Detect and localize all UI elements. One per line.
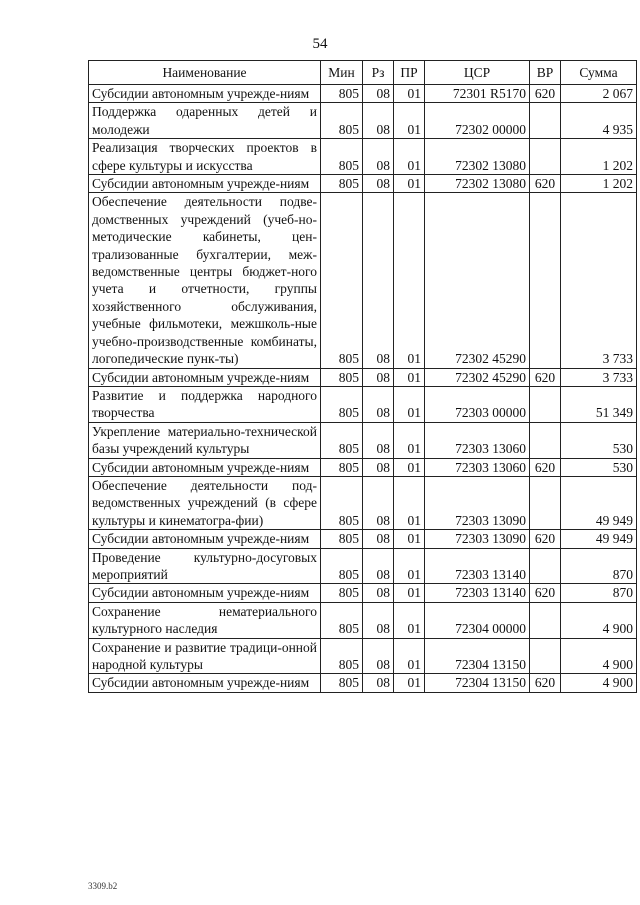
cell-csr: 72301 R5170 — [425, 85, 530, 103]
cell-csr: 72302 13080 — [425, 175, 530, 193]
cell-sum: 4 935 — [561, 103, 637, 139]
cell-min: 805 — [321, 175, 363, 193]
table-body — [89, 85, 637, 693]
cell-rz: 08 — [363, 368, 394, 386]
budget-table — [88, 60, 637, 693]
table-row — [89, 674, 637, 692]
cell-sum: 3 733 — [561, 193, 637, 368]
table-row — [89, 584, 637, 602]
cell-vr — [530, 476, 561, 529]
cell-pr: 01 — [394, 368, 425, 386]
cell-sum: 49 949 — [561, 476, 637, 529]
cell-pr: 01 — [394, 602, 425, 638]
cell-sum: 4 900 — [561, 602, 637, 638]
cell-pr: 01 — [394, 458, 425, 476]
cell-vr: 620 — [530, 85, 561, 103]
cell-rz: 08 — [363, 175, 394, 193]
cell-csr: 72302 13080 — [425, 139, 530, 175]
table-row — [89, 638, 637, 674]
table-row — [89, 368, 637, 386]
cell-name: Сохранение и развитие традици-онной народной культуры — [89, 638, 321, 674]
cell-vr: 620 — [530, 584, 561, 602]
cell-sum: 870 — [561, 548, 637, 584]
cell-min: 805 — [321, 458, 363, 476]
cell-csr: 72303 13090 — [425, 530, 530, 548]
table-row — [89, 386, 637, 422]
cell-pr: 01 — [394, 139, 425, 175]
table-row — [89, 548, 637, 584]
table-row — [89, 175, 637, 193]
cell-pr: 01 — [394, 193, 425, 368]
cell-csr: 72304 13150 — [425, 674, 530, 692]
cell-rz: 08 — [363, 548, 394, 584]
col-header-rz: Рз — [363, 61, 394, 85]
col-header-csr: ЦСР — [425, 61, 530, 85]
cell-rz: 08 — [363, 85, 394, 103]
cell-pr: 01 — [394, 548, 425, 584]
cell-name: Развитие и поддержка народного творчества — [89, 386, 321, 422]
cell-min: 805 — [321, 476, 363, 529]
cell-name: Укрепление материально-технической базы учреждений культуры — [89, 422, 321, 458]
cell-min: 805 — [321, 548, 363, 584]
cell-pr: 01 — [394, 674, 425, 692]
page-number: 54 — [312, 36, 328, 52]
cell-sum: 3 733 — [561, 368, 637, 386]
cell-vr — [530, 422, 561, 458]
cell-min: 805 — [321, 139, 363, 175]
cell-min: 805 — [321, 368, 363, 386]
col-header-sum: Сумма — [561, 61, 637, 85]
cell-min: 805 — [321, 602, 363, 638]
cell-name: Субсидии автономным учрежде-ниям — [89, 530, 321, 548]
cell-sum: 870 — [561, 584, 637, 602]
cell-min: 805 — [321, 422, 363, 458]
cell-csr: 72303 13090 — [425, 476, 530, 529]
cell-name: Субсидии автономным учрежде-ниям — [89, 674, 321, 692]
cell-rz: 08 — [363, 422, 394, 458]
cell-name: Субсидии автономным учрежде-ниям — [89, 584, 321, 602]
cell-name: Обеспечение деятельности под-ведомственных учреждений (в сфере культуры и кинематогра-фии) — [89, 476, 321, 529]
cell-csr: 72302 45290 — [425, 193, 530, 368]
cell-pr: 01 — [394, 476, 425, 529]
cell-rz: 08 — [363, 584, 394, 602]
cell-csr: 72302 45290 — [425, 368, 530, 386]
cell-rz: 08 — [363, 530, 394, 548]
cell-min: 805 — [321, 103, 363, 139]
table-row — [89, 458, 637, 476]
cell-pr: 01 — [394, 386, 425, 422]
cell-sum: 4 900 — [561, 674, 637, 692]
table-row — [89, 139, 637, 175]
footer-code: 3309.b2 — [88, 881, 118, 891]
cell-min: 805 — [321, 584, 363, 602]
cell-rz: 08 — [363, 103, 394, 139]
table-row — [89, 193, 637, 368]
cell-rz: 08 — [363, 674, 394, 692]
cell-min: 805 — [321, 674, 363, 692]
cell-name: Субсидии автономным учрежде-ниям — [89, 85, 321, 103]
col-header-pr: ПР — [394, 61, 425, 85]
table-header-row — [89, 61, 637, 85]
cell-sum: 1 202 — [561, 175, 637, 193]
cell-vr: 620 — [530, 530, 561, 548]
cell-rz: 08 — [363, 476, 394, 529]
cell-name: Сохранение нематериального культурного наследия — [89, 602, 321, 638]
cell-sum: 49 949 — [561, 530, 637, 548]
table-row — [89, 103, 637, 139]
cell-min: 805 — [321, 638, 363, 674]
col-header-name: Наименование — [89, 61, 321, 85]
cell-csr: 72303 13140 — [425, 548, 530, 584]
cell-pr: 01 — [394, 175, 425, 193]
table-row — [89, 530, 637, 548]
table-row — [89, 85, 637, 103]
table-row — [89, 476, 637, 529]
cell-vr — [530, 602, 561, 638]
cell-vr: 620 — [530, 674, 561, 692]
cell-name: Субсидии автономным учрежде-ниям — [89, 458, 321, 476]
cell-vr — [530, 638, 561, 674]
cell-vr — [530, 103, 561, 139]
table-row — [89, 422, 637, 458]
cell-name: Субсидии автономным учрежде-ниям — [89, 175, 321, 193]
cell-rz: 08 — [363, 602, 394, 638]
cell-vr: 620 — [530, 458, 561, 476]
cell-sum: 1 202 — [561, 139, 637, 175]
cell-pr: 01 — [394, 85, 425, 103]
cell-csr: 72303 13060 — [425, 458, 530, 476]
cell-name: Поддержка одаренных детей и молодежи — [89, 103, 321, 139]
cell-min: 805 — [321, 530, 363, 548]
col-header-vr: ВР — [530, 61, 561, 85]
cell-csr: 72303 13060 — [425, 422, 530, 458]
cell-name: Обеспечение деятельности подве-домственных учреждений (учеб-но-методические кабинеты, цен-трализованные бухгалтерии, меж-ведомственные центры бюджет-ного учета и отчетности, группы хозяйственного обслуживания, учебные фильмотеки, межшколь-ные учебно-производственные комбинаты, логопедические пунк-ты) — [89, 193, 321, 368]
cell-name: Проведение культурно-досуговых мероприятий — [89, 548, 321, 584]
cell-csr: 72303 00000 — [425, 386, 530, 422]
cell-sum: 2 067 — [561, 85, 637, 103]
cell-vr — [530, 548, 561, 584]
cell-csr: 72304 13150 — [425, 638, 530, 674]
cell-sum: 530 — [561, 458, 637, 476]
cell-rz: 08 — [363, 193, 394, 368]
cell-sum: 51 349 — [561, 386, 637, 422]
cell-vr: 620 — [530, 368, 561, 386]
cell-rz: 08 — [363, 386, 394, 422]
cell-name: Субсидии автономным учрежде-ниям — [89, 368, 321, 386]
cell-rz: 08 — [363, 139, 394, 175]
cell-min: 805 — [321, 85, 363, 103]
cell-vr — [530, 386, 561, 422]
cell-pr: 01 — [394, 103, 425, 139]
cell-csr: 72303 13140 — [425, 584, 530, 602]
cell-pr: 01 — [394, 638, 425, 674]
cell-pr: 01 — [394, 422, 425, 458]
cell-rz: 08 — [363, 458, 394, 476]
cell-rz: 08 — [363, 638, 394, 674]
cell-name: Реализация творческих проектов в сфере культуры и искусства — [89, 139, 321, 175]
table-row — [89, 602, 637, 638]
cell-min: 805 — [321, 193, 363, 368]
cell-csr: 72304 00000 — [425, 602, 530, 638]
cell-vr — [530, 139, 561, 175]
cell-pr: 01 — [394, 584, 425, 602]
cell-sum: 4 900 — [561, 638, 637, 674]
cell-min: 805 — [321, 386, 363, 422]
cell-csr: 72302 00000 — [425, 103, 530, 139]
cell-pr: 01 — [394, 530, 425, 548]
col-header-min: Мин — [321, 61, 363, 85]
cell-vr: 620 — [530, 175, 561, 193]
cell-sum: 530 — [561, 422, 637, 458]
cell-vr — [530, 193, 561, 368]
